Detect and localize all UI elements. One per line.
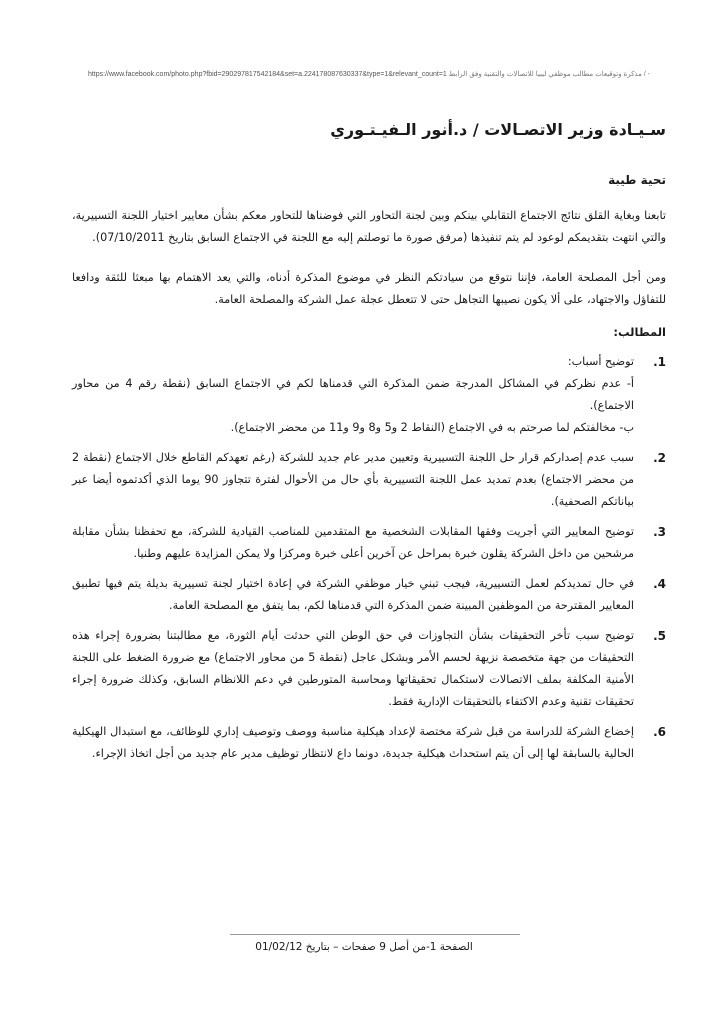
demand-text: إخضاع الشركة للدراسة من قبل شركة مختصة لإعداد هيكلية مناسبة ووصف وتوصيف إداري للوظائف، مع استبدال الهيكلية الحالية بالسابقة لها إلى أن يتم استحداث هيكلية جديدة، دونما داع لانتظار توظيف مدير عام جديد من أجل اتخاذ الإجراء. — [72, 725, 634, 760]
demand-item — [72, 721, 666, 765]
demand-number: 3. — [653, 525, 666, 539]
demand-item — [72, 351, 666, 439]
page-footer: الصفحة 1-من أصل 9 صفحات – بتاريخ 01/02/12 — [255, 941, 473, 953]
demand-subpoint: أ- عدم نظركم في المشاكل المدرجة ضمن المذكرة التي قدمناها لكم في الاجتماع السابق (نقطة رقم 4 من محاور الاجتماع). — [72, 377, 634, 412]
demand-item — [72, 573, 666, 617]
source-label: مذكرة وتوقيعات مطالب موظفي ليبيا للاتصالات والتقنية وفق الرابط / - — [448, 71, 651, 78]
demand-item — [72, 521, 666, 565]
footer-divider — [230, 934, 520, 935]
demand-text: توضيح المعايير التي أجريت وفقها المقابلات الشخصية مع المتقدمين للمناصب القيادية للشركة، مع تحفظنا بشأن مقابلة مرشحين من داخل الشركة يقلون خبرة بمراحل عن آخرين أعلى خبرة ومركزا ولا يمكن المزايدة عليهم وطنيا. — [72, 525, 634, 560]
demand-item — [72, 447, 666, 513]
source-header — [72, 0, 666, 78]
greeting: تحية طيبة — [608, 173, 666, 187]
document-title: سـيـادة وزير الاتصـالات / د.أنور الـفيـتـوري — [330, 120, 666, 139]
demands-heading: المطالب: — [613, 325, 666, 339]
demands-list — [72, 351, 666, 765]
demand-number: 1. — [653, 355, 666, 369]
intro-paragraph: تابعنا وبغاية القلق نتائج الاجتماع التقابلي بينكم وبين لجنة التحاور التي فوضناها للتحاور معكم بشأن معايير اختيار اللجنة التسييرية، والتي انتهت بتقديمكم لوعود لم يتم تنفيذها (مرفق صورة ما توصلتم إليه مع اللجنة في الاجتماع السابق بتاريخ 07/10/2011). — [72, 209, 666, 244]
demand-text: توضيح أسباب: — [567, 355, 634, 368]
purpose-paragraph: ومن أجل المصلحة العامة، فإننا نتوقع من سيادتكم النظر في موضوع المذكرة أدناه، والتي يعد الاهتمام بها مبعثا للثقة ودافعا للتفاؤل والاجتهاد، على ألا يكون نصيبها التجاهل حتى لا تتعطل عجلة عمل الشركة والمصلحة العامة. — [72, 271, 666, 306]
demand-number: 2. — [653, 451, 666, 465]
demand-item — [72, 625, 666, 713]
demand-number: 4. — [653, 577, 666, 591]
demand-text: توضيح سبب تأخر التحقيقات بشأن التجاوزات في حق الوطن التي حدثت أيام الثورة، مع مطالبتنا بضرورة إجراء هذه التحقيقات من جهة متخصصة نزيهة لحسم الأمر وبشكل عاجل (نقطة 5 من محاور الاجتماع) مع ضرورة الضغط على اللجنة الأمنية المكلفة بملف الاتصالات لاستكمال تحقيقاتها ومحاسبة المتورطين في دعم اللانظام السابق، وكذلك ضرورة إجراء تحقيقات تقنية وعدم الاكتفاء بالتحقيقات الإدارية فقط. — [72, 629, 634, 708]
demand-text: سبب عدم إصداركم قرار حل اللجنة التسييرية وتعيين مدير عام جديد للشركة (رغم تعهدكم القاطع خلال الاجتماع (نقطة 2 من محضر الاجتماع) بعدم تمديد عمل اللجنة التسييرية بأي حال من الأحوال لفترة تتجاوز 90 يوما الذي أكدتموه أيضا عبر بياناتكم الصحفية). — [72, 451, 634, 508]
demand-text: في حال تمديدكم لعمل التسييرية، فيجب تبني خيار موظفي الشركة في إعادة اختيار لجنة تسييرية بديلة يتم فيها تطبيق المعايير المقترحة من الموظفين المبينة ضمن المذكرة التي قدمناها لكم، بما يتفق مع المصلحة العامة. — [72, 577, 634, 612]
source-url[interactable]: https://www.facebook.com/photo.php?fbid=290297817542184&set=a.224178087630337&type=1&relevant_count=1 — [87, 71, 447, 78]
demand-subpoint: ب- مخالفتكم لما صرحتم به في الاجتماع (النقاط 2 و5 و8 و9 و11 من محضر الاجتماع). — [230, 421, 634, 434]
demand-number: 6. — [653, 725, 666, 739]
demand-number: 5. — [653, 629, 666, 643]
